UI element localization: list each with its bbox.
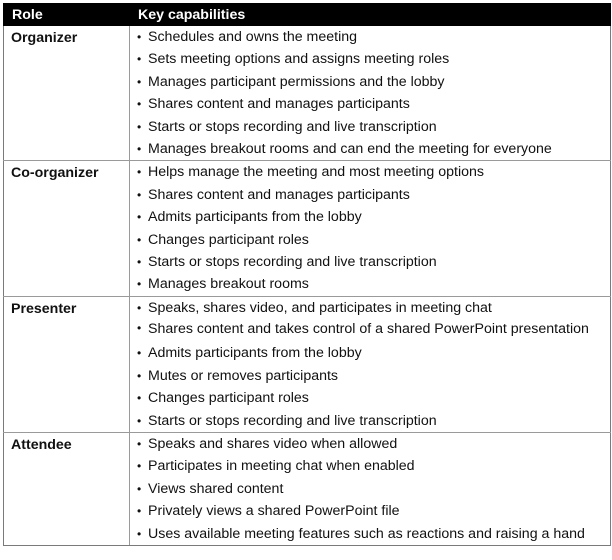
capability-item [131, 93, 610, 115]
bullet-icon: • [137, 232, 142, 247]
header-key-capabilities: Key capabilities [130, 4, 611, 26]
capability-item [131, 500, 610, 522]
capability-text: Views shared content [148, 480, 284, 497]
capability-text: Manages breakout rooms [148, 276, 309, 293]
capability-item [131, 455, 610, 477]
capabilities-cell [130, 161, 611, 296]
capability-item [131, 71, 610, 93]
capabilities-cell [130, 296, 611, 432]
bullet-icon: • [137, 30, 142, 44]
capability-text: Starts or stops recording and live transcription [148, 118, 437, 135]
bullet-icon: • [137, 210, 142, 225]
capabilities-list [130, 433, 610, 545]
capabilities-list [130, 26, 610, 160]
bullet-icon: • [137, 74, 142, 89]
bullet-icon: • [137, 504, 142, 519]
capability-item [131, 342, 610, 364]
capability-item [131, 206, 610, 228]
capability-item [131, 229, 610, 251]
bullet-icon: • [137, 368, 142, 383]
capability-text: Manages participant permissions and the lobby [148, 73, 445, 90]
role-name: Organizer [4, 26, 130, 161]
table-row-organizer [4, 26, 611, 161]
capability-item [131, 433, 610, 455]
capability-text: Schedules and owns the meeting [148, 29, 358, 45]
capability-text: Admits participants from the lobby [148, 345, 362, 362]
capability-item [131, 319, 610, 342]
capability-item [131, 116, 610, 138]
bullet-icon: • [137, 346, 142, 361]
bullet-icon: • [137, 391, 142, 406]
bullet-icon: • [137, 165, 142, 180]
bullet-icon: • [137, 459, 142, 474]
capabilities-cell [130, 432, 611, 545]
capability-item [131, 365, 610, 387]
capability-text: Speaks and shares video when allowed [148, 435, 398, 452]
capability-item [131, 138, 610, 160]
bullet-icon: • [137, 52, 142, 67]
table-row-presenter [4, 296, 611, 432]
capability-item [131, 161, 610, 183]
role-name: Attendee [4, 432, 130, 545]
table-row-attendee [4, 432, 611, 545]
capability-item [131, 48, 610, 70]
capability-text: Helps manage the meeting and most meeting options [148, 164, 484, 181]
roles-capabilities-table [3, 3, 611, 546]
bullet-icon: • [137, 300, 142, 315]
bullet-icon: • [137, 255, 142, 270]
table-header-row [4, 4, 611, 26]
capability-item [131, 273, 610, 295]
capability-item [131, 184, 610, 206]
capabilities-list [130, 297, 610, 432]
capability-item [131, 251, 610, 273]
capabilities-list [130, 161, 610, 295]
capability-text: Participates in meeting chat when enabled [148, 458, 415, 475]
bullet-icon: • [137, 187, 142, 202]
bullet-icon: • [137, 321, 142, 336]
bullet-icon: • [137, 97, 142, 112]
bullet-icon: • [137, 436, 142, 451]
role-name: Presenter [4, 296, 130, 432]
capabilities-cell [130, 26, 611, 161]
bullet-icon: • [137, 142, 142, 157]
capability-item [131, 387, 610, 409]
role-name: Co-organizer [4, 161, 130, 296]
capability-text: Changes participant roles [148, 231, 309, 248]
capability-text: Privately views a shared PowerPoint file [148, 503, 400, 520]
capability-item [131, 478, 610, 500]
capability-text: Mutes or removes participants [148, 367, 339, 384]
bullet-icon: • [137, 413, 142, 428]
capability-text: Starts or stops recording and live transcription [148, 254, 437, 271]
bullet-icon: • [137, 119, 142, 134]
capability-text: Manages breakout rooms and can end the meeting for everyone [148, 141, 552, 158]
capability-item [131, 523, 610, 545]
capability-item [131, 297, 610, 319]
capability-text: Changes participant roles [148, 390, 309, 407]
header-role: Role [4, 4, 130, 26]
capability-text: Starts or stops recording and live transcription [148, 412, 437, 429]
capability-text: Shares content and takes control of a shared PowerPoint presentation [148, 321, 589, 338]
capability-text: Uses available meeting features such as reactions and raising a hand [148, 525, 585, 542]
capability-text: Admits participants from the lobby [148, 209, 362, 226]
table-row-co-organizer [4, 161, 611, 296]
capability-text: Shares content and manages participants [148, 186, 410, 203]
bullet-icon: • [137, 277, 142, 292]
bullet-icon: • [137, 526, 142, 541]
capability-item [131, 410, 610, 432]
capability-item [131, 26, 610, 48]
capability-text: Sets meeting options and assigns meeting roles [148, 51, 450, 68]
bullet-icon: • [137, 481, 142, 496]
capability-text: Shares content and manages participants [148, 96, 410, 113]
capability-text: Speaks, shares video, and participates in meeting chat [148, 299, 492, 316]
